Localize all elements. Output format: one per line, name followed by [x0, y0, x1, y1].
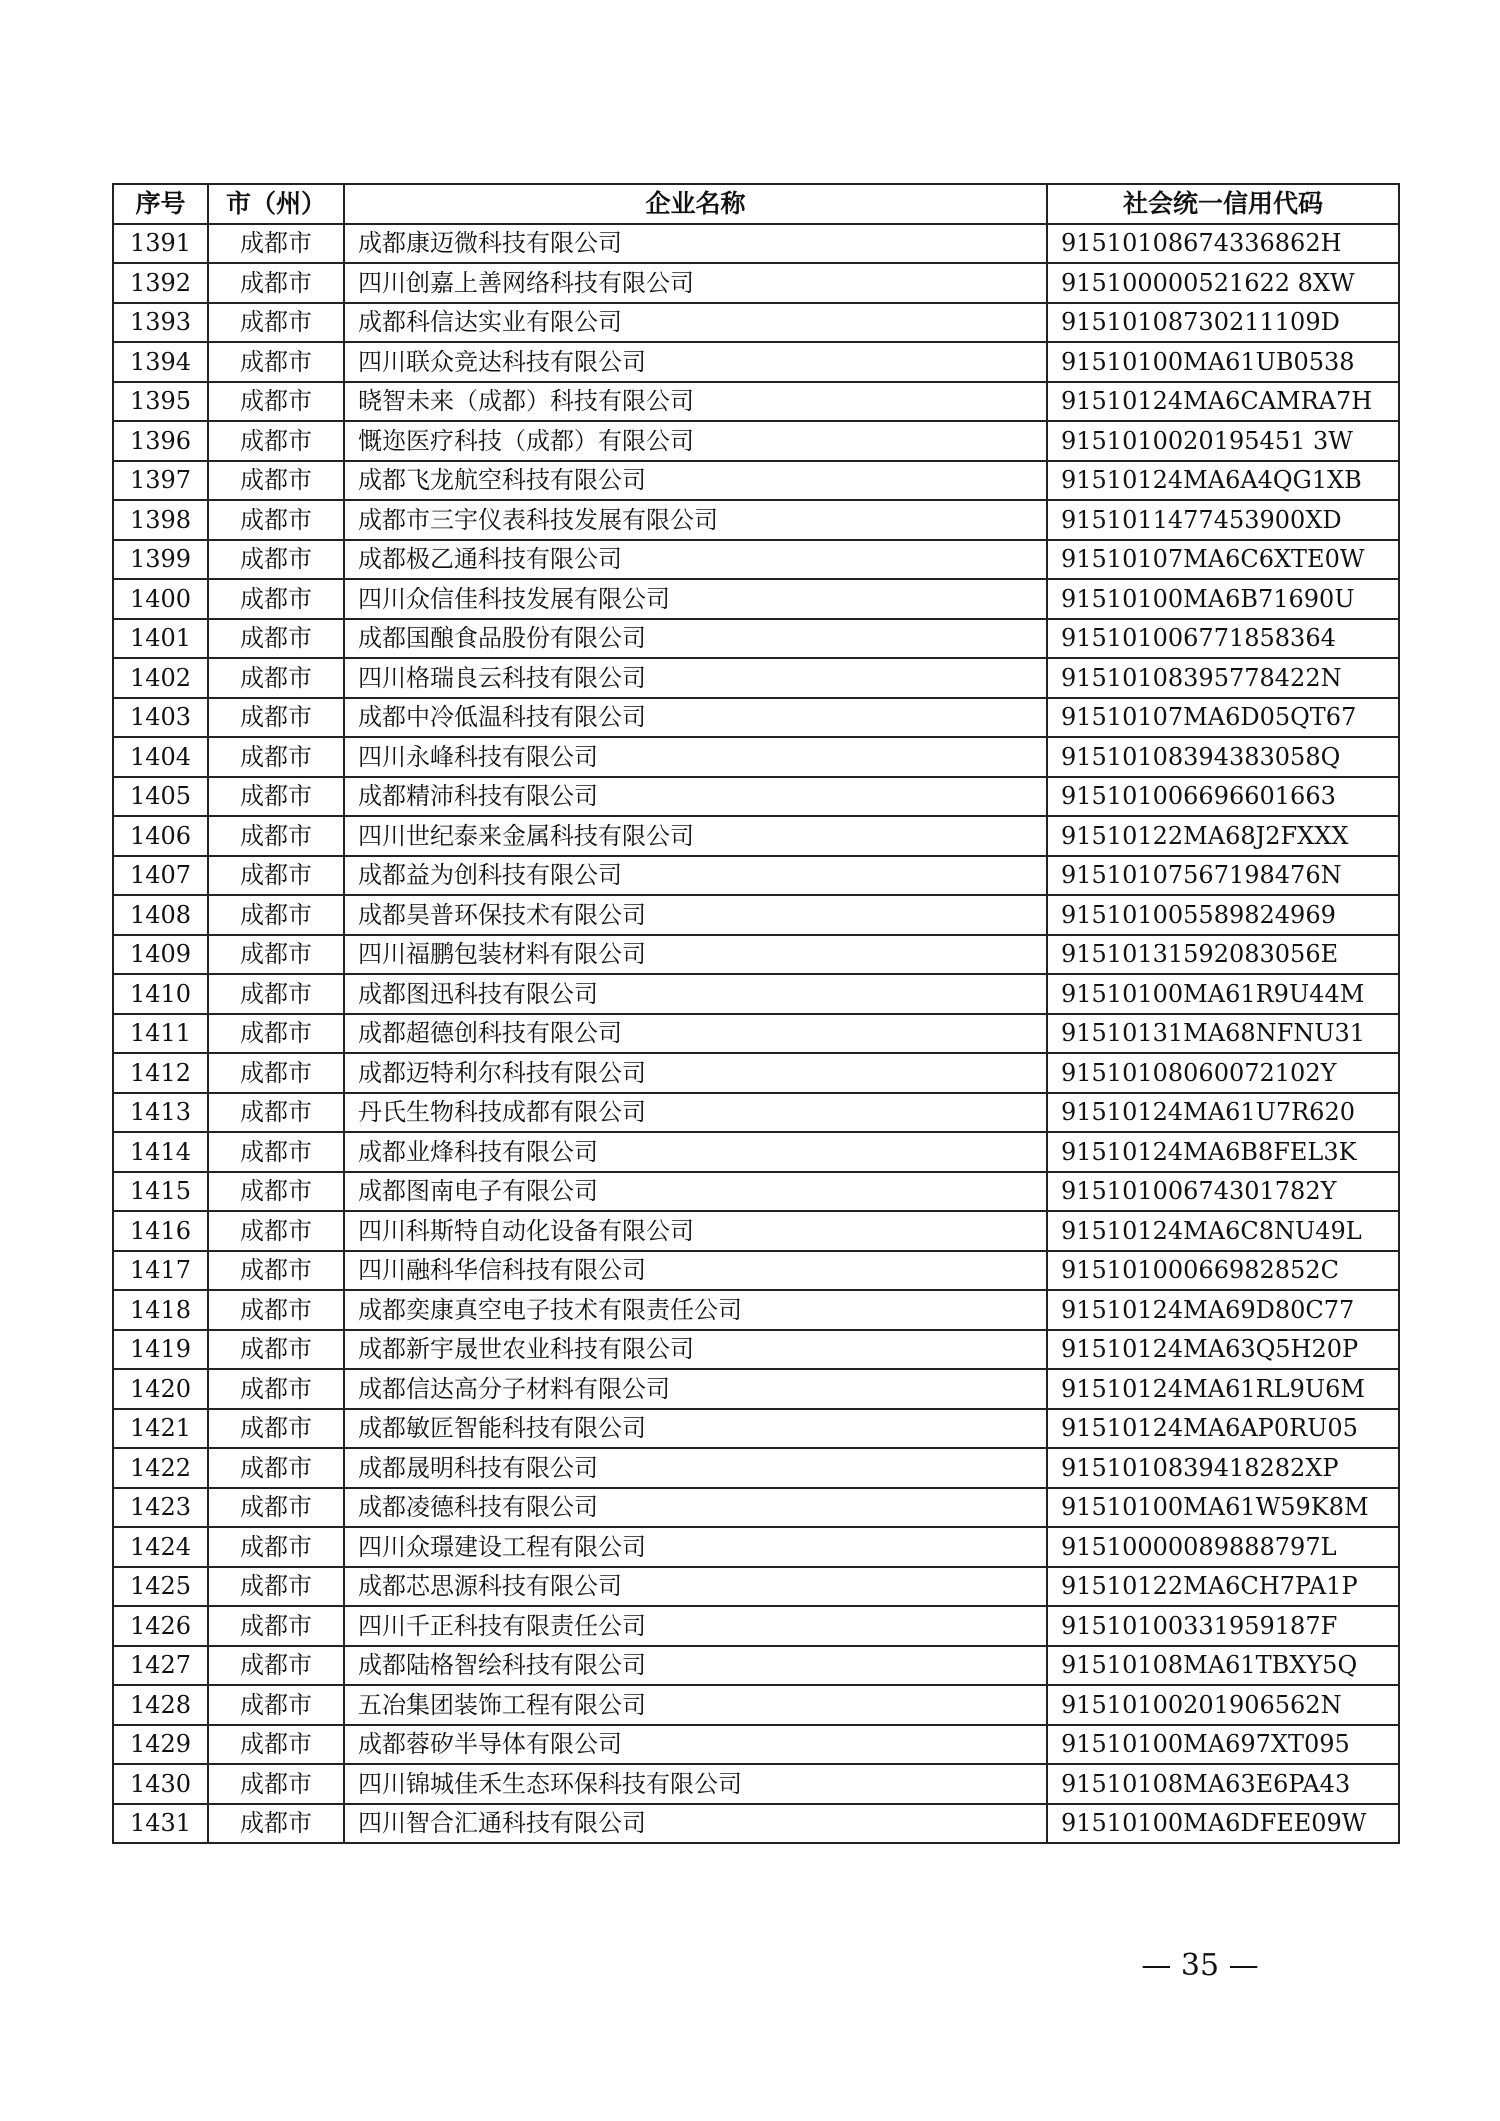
cell-company-name: 成都超德创科技有限公司 — [344, 1014, 1047, 1054]
cell-credit-code: 9151010839418282XP — [1047, 1448, 1399, 1488]
cell-credit-code: 91510124MA69D80C77 — [1047, 1290, 1399, 1330]
cell-serial-number: 1427 — [113, 1646, 208, 1686]
header-company-name: 企业名称 — [344, 184, 1047, 224]
cell-credit-code: 91510122MA6CH7PA1P — [1047, 1567, 1399, 1607]
cell-credit-code: 915101006771858364 — [1047, 619, 1399, 659]
cell-credit-code: 91510124MA6C8NU49L — [1047, 1211, 1399, 1251]
cell-city: 成都市 — [208, 619, 344, 659]
cell-credit-code: 91510107567198476N — [1047, 856, 1399, 896]
cell-credit-code: 91510124MA6B8FEL3K — [1047, 1132, 1399, 1172]
cell-serial-number: 1407 — [113, 856, 208, 896]
cell-serial-number: 1418 — [113, 1290, 208, 1330]
table-row — [113, 777, 1399, 817]
table-row — [113, 1527, 1399, 1567]
cell-credit-code: 91510100674301782Y — [1047, 1172, 1399, 1212]
table-row — [113, 1132, 1399, 1172]
cell-serial-number: 1406 — [113, 816, 208, 856]
table-row — [113, 1369, 1399, 1409]
cell-serial-number: 1421 — [113, 1409, 208, 1449]
cell-company-name: 成都图迅科技有限公司 — [344, 974, 1047, 1014]
cell-city: 成都市 — [208, 1330, 344, 1370]
cell-company-name: 成都信达高分子材料有限公司 — [344, 1369, 1047, 1409]
table-row — [113, 1211, 1399, 1251]
table-row — [113, 1172, 1399, 1212]
cell-city: 成都市 — [208, 1527, 344, 1567]
table-row — [113, 935, 1399, 975]
cell-credit-code: 91510100MA61UB0538 — [1047, 342, 1399, 382]
cell-serial-number: 1413 — [113, 1093, 208, 1133]
cell-credit-code: 915101005589824969 — [1047, 895, 1399, 935]
cell-credit-code: 91510124MA6CAMRA7H — [1047, 382, 1399, 422]
cell-company-name: 成都迈特利尔科技有限公司 — [344, 1053, 1047, 1093]
cell-serial-number: 1405 — [113, 777, 208, 817]
table-row — [113, 421, 1399, 461]
cell-serial-number: 1400 — [113, 579, 208, 619]
cell-company-name: 晓智未来（成都）科技有限公司 — [344, 382, 1047, 422]
cell-serial-number: 1397 — [113, 461, 208, 501]
cell-company-name: 四川众璟建设工程有限公司 — [344, 1527, 1047, 1567]
table-row — [113, 698, 1399, 738]
cell-credit-code: 91510108MA61TBXY5Q — [1047, 1646, 1399, 1686]
cell-serial-number: 1398 — [113, 500, 208, 540]
cell-city: 成都市 — [208, 737, 344, 777]
cell-city: 成都市 — [208, 658, 344, 698]
table-row — [113, 658, 1399, 698]
cell-company-name: 四川融科华信科技有限公司 — [344, 1251, 1047, 1291]
table-row — [113, 737, 1399, 777]
cell-serial-number: 1412 — [113, 1053, 208, 1093]
cell-city: 成都市 — [208, 1290, 344, 1330]
cell-credit-code: 91510108730211109D — [1047, 303, 1399, 343]
cell-credit-code: 91510108MA63E6PA43 — [1047, 1764, 1399, 1804]
cell-company-name: 成都芯思源科技有限公司 — [344, 1567, 1047, 1607]
table-row — [113, 1251, 1399, 1291]
cell-company-name: 成都敏匠智能科技有限公司 — [344, 1409, 1047, 1449]
cell-company-name: 四川科斯特自动化设备有限公司 — [344, 1211, 1047, 1251]
cell-serial-number: 1393 — [113, 303, 208, 343]
cell-city: 成都市 — [208, 342, 344, 382]
table-row — [113, 1804, 1399, 1844]
header-serial-number: 序号 — [113, 184, 208, 224]
cell-company-name: 成都陆格智绘科技有限公司 — [344, 1646, 1047, 1686]
table-row — [113, 1764, 1399, 1804]
cell-company-name: 四川永峰科技有限公司 — [344, 737, 1047, 777]
cell-city: 成都市 — [208, 382, 344, 422]
cell-city: 成都市 — [208, 461, 344, 501]
cell-credit-code: 91510124MA61RL9U6M — [1047, 1369, 1399, 1409]
cell-city: 成都市 — [208, 421, 344, 461]
table-row — [113, 500, 1399, 540]
table-row — [113, 1053, 1399, 1093]
cell-credit-code: 915101006696601663 — [1047, 777, 1399, 817]
cell-serial-number: 1431 — [113, 1804, 208, 1844]
cell-credit-code: 91510131MA68NFNU31 — [1047, 1014, 1399, 1054]
table-row — [113, 1409, 1399, 1449]
cell-credit-code: 91510100331959187F — [1047, 1606, 1399, 1646]
table-body — [113, 224, 1399, 1844]
cell-city: 成都市 — [208, 1172, 344, 1212]
cell-serial-number: 1411 — [113, 1014, 208, 1054]
cell-serial-number: 1423 — [113, 1488, 208, 1528]
cell-company-name: 成都中冷低温科技有限公司 — [344, 698, 1047, 738]
table-row — [113, 461, 1399, 501]
table-row — [113, 382, 1399, 422]
cell-serial-number: 1392 — [113, 263, 208, 303]
cell-serial-number: 1419 — [113, 1330, 208, 1370]
cell-company-name: 成都业烽科技有限公司 — [344, 1132, 1047, 1172]
enterprise-table — [112, 183, 1400, 1844]
cell-company-name: 成都精沛科技有限公司 — [344, 777, 1047, 817]
cell-company-name: 成都凌德科技有限公司 — [344, 1488, 1047, 1528]
cell-serial-number: 1414 — [113, 1132, 208, 1172]
cell-city: 成都市 — [208, 974, 344, 1014]
cell-company-name: 四川千正科技有限责任公司 — [344, 1606, 1047, 1646]
cell-city: 成都市 — [208, 1132, 344, 1172]
table-row — [113, 856, 1399, 896]
cell-serial-number: 1417 — [113, 1251, 208, 1291]
cell-serial-number: 1409 — [113, 935, 208, 975]
cell-serial-number: 1424 — [113, 1527, 208, 1567]
cell-credit-code: 91510124MA6A4QG1XB — [1047, 461, 1399, 501]
table-row — [113, 303, 1399, 343]
table-row — [113, 224, 1399, 264]
cell-city: 成都市 — [208, 263, 344, 303]
cell-credit-code: 91510108395778422N — [1047, 658, 1399, 698]
cell-company-name: 四川世纪泰来金属科技有限公司 — [344, 816, 1047, 856]
table-row — [113, 1725, 1399, 1765]
cell-city: 成都市 — [208, 1448, 344, 1488]
table-row — [113, 1567, 1399, 1607]
table-row — [113, 974, 1399, 1014]
cell-company-name: 四川福鹏包装材料有限公司 — [344, 935, 1047, 975]
cell-serial-number: 1410 — [113, 974, 208, 1014]
cell-serial-number: 1428 — [113, 1685, 208, 1725]
cell-city: 成都市 — [208, 500, 344, 540]
cell-credit-code: 91510131592083056E — [1047, 935, 1399, 975]
cell-company-name: 成都国酿食品股份有限公司 — [344, 619, 1047, 659]
cell-serial-number: 1408 — [113, 895, 208, 935]
cell-city: 成都市 — [208, 777, 344, 817]
cell-city: 成都市 — [208, 1685, 344, 1725]
cell-city: 成都市 — [208, 895, 344, 935]
cell-credit-code: 91510100201906562N — [1047, 1685, 1399, 1725]
cell-city: 成都市 — [208, 540, 344, 580]
cell-credit-code: 91510108674336862H — [1047, 224, 1399, 264]
cell-company-name: 四川众信佳科技发展有限公司 — [344, 579, 1047, 619]
table-row — [113, 342, 1399, 382]
table-header-row — [113, 184, 1399, 224]
cell-company-name: 成都奕康真空电子技术有限责任公司 — [344, 1290, 1047, 1330]
table-row — [113, 1290, 1399, 1330]
cell-serial-number: 1420 — [113, 1369, 208, 1409]
cell-credit-code: 9151011477453900XD — [1047, 500, 1399, 540]
cell-credit-code: 91510108394383058Q — [1047, 737, 1399, 777]
page-number: — 35 — — [1141, 1948, 1259, 1983]
cell-company-name: 成都新宇晟世农业科技有限公司 — [344, 1330, 1047, 1370]
cell-credit-code: 91510122MA68J2FXXX — [1047, 816, 1399, 856]
cell-city: 成都市 — [208, 1725, 344, 1765]
cell-city: 成都市 — [208, 1804, 344, 1844]
cell-company-name: 五冶集团装饰工程有限公司 — [344, 1685, 1047, 1725]
cell-credit-code: 9151010020195451 3W — [1047, 421, 1399, 461]
cell-credit-code: 91510124MA63Q5H20P — [1047, 1330, 1399, 1370]
table-row — [113, 619, 1399, 659]
cell-company-name: 四川锦城佳禾生态环保科技有限公司 — [344, 1764, 1047, 1804]
cell-company-name: 四川智合汇通科技有限公司 — [344, 1804, 1047, 1844]
cell-company-name: 四川格瑞良云科技有限公司 — [344, 658, 1047, 698]
cell-city: 成都市 — [208, 1053, 344, 1093]
cell-credit-code: 91510100066982852C — [1047, 1251, 1399, 1291]
cell-serial-number: 1402 — [113, 658, 208, 698]
table-row — [113, 540, 1399, 580]
cell-credit-code: 91510100MA61R9U44M — [1047, 974, 1399, 1014]
cell-serial-number: 1403 — [113, 698, 208, 738]
table-row — [113, 1014, 1399, 1054]
cell-company-name: 慨迩医疗科技（成都）有限公司 — [344, 421, 1047, 461]
header-city: 市（州） — [208, 184, 344, 224]
cell-credit-code: 91510124MA6AP0RU05 — [1047, 1409, 1399, 1449]
cell-city: 成都市 — [208, 1093, 344, 1133]
table-row — [113, 1685, 1399, 1725]
cell-serial-number: 1399 — [113, 540, 208, 580]
cell-city: 成都市 — [208, 579, 344, 619]
cell-company-name: 成都飞龙航空科技有限公司 — [344, 461, 1047, 501]
cell-company-name: 四川创嘉上善网络科技有限公司 — [344, 263, 1047, 303]
cell-company-name: 成都康迈微科技有限公司 — [344, 224, 1047, 264]
cell-serial-number: 1401 — [113, 619, 208, 659]
cell-serial-number: 1396 — [113, 421, 208, 461]
cell-credit-code: 91510100MA6DFEE09W — [1047, 1804, 1399, 1844]
table-row — [113, 1448, 1399, 1488]
cell-serial-number: 1395 — [113, 382, 208, 422]
cell-city: 成都市 — [208, 816, 344, 856]
cell-serial-number: 1425 — [113, 1567, 208, 1607]
cell-credit-code: 91510108060072102Y — [1047, 1053, 1399, 1093]
cell-company-name: 成都极乙通科技有限公司 — [344, 540, 1047, 580]
table-row — [113, 263, 1399, 303]
cell-city: 成都市 — [208, 1251, 344, 1291]
cell-city: 成都市 — [208, 1567, 344, 1607]
cell-city: 成都市 — [208, 303, 344, 343]
cell-credit-code: 91510107MA6C6XTE0W — [1047, 540, 1399, 580]
table-row — [113, 1330, 1399, 1370]
cell-serial-number: 1429 — [113, 1725, 208, 1765]
cell-credit-code: 91510100MA697XT095 — [1047, 1725, 1399, 1765]
cell-credit-code: 91510107MA6D05QT67 — [1047, 698, 1399, 738]
cell-serial-number: 1404 — [113, 737, 208, 777]
table-row — [113, 579, 1399, 619]
cell-company-name: 四川联众竞达科技有限公司 — [344, 342, 1047, 382]
cell-serial-number: 1426 — [113, 1606, 208, 1646]
cell-credit-code: 91510000089888797L — [1047, 1527, 1399, 1567]
cell-company-name: 成都蓉矽半导体有限公司 — [344, 1725, 1047, 1765]
table-row — [113, 816, 1399, 856]
cell-company-name: 成都晟明科技有限公司 — [344, 1448, 1047, 1488]
cell-serial-number: 1416 — [113, 1211, 208, 1251]
cell-credit-code: 91510100MA6B71690U — [1047, 579, 1399, 619]
cell-credit-code: 91510100MA61W59K8M — [1047, 1488, 1399, 1528]
cell-city: 成都市 — [208, 1764, 344, 1804]
cell-city: 成都市 — [208, 1014, 344, 1054]
cell-company-name: 成都昊普环保技术有限公司 — [344, 895, 1047, 935]
cell-serial-number: 1422 — [113, 1448, 208, 1488]
cell-city: 成都市 — [208, 1606, 344, 1646]
header-credit-code: 社会统一信用代码 — [1047, 184, 1399, 224]
cell-company-name: 成都益为创科技有限公司 — [344, 856, 1047, 896]
cell-city: 成都市 — [208, 1211, 344, 1251]
table-row — [113, 1646, 1399, 1686]
cell-city: 成都市 — [208, 698, 344, 738]
cell-company-name: 成都科信达实业有限公司 — [344, 303, 1047, 343]
table-row — [113, 1488, 1399, 1528]
cell-serial-number: 1430 — [113, 1764, 208, 1804]
cell-company-name: 成都市三宇仪表科技发展有限公司 — [344, 500, 1047, 540]
cell-city: 成都市 — [208, 1646, 344, 1686]
cell-company-name: 丹氏生物科技成都有限公司 — [344, 1093, 1047, 1133]
cell-city: 成都市 — [208, 1369, 344, 1409]
cell-serial-number: 1394 — [113, 342, 208, 382]
cell-credit-code: 91510124MA61U7R620 — [1047, 1093, 1399, 1133]
cell-city: 成都市 — [208, 224, 344, 264]
cell-serial-number: 1391 — [113, 224, 208, 264]
table-row — [113, 1093, 1399, 1133]
table-row — [113, 1606, 1399, 1646]
cell-city: 成都市 — [208, 935, 344, 975]
cell-city: 成都市 — [208, 1409, 344, 1449]
cell-city: 成都市 — [208, 1488, 344, 1528]
cell-credit-code: 915100000521622 8XW — [1047, 263, 1399, 303]
table-row — [113, 895, 1399, 935]
cell-serial-number: 1415 — [113, 1172, 208, 1212]
cell-city: 成都市 — [208, 856, 344, 896]
cell-company-name: 成都图南电子有限公司 — [344, 1172, 1047, 1212]
